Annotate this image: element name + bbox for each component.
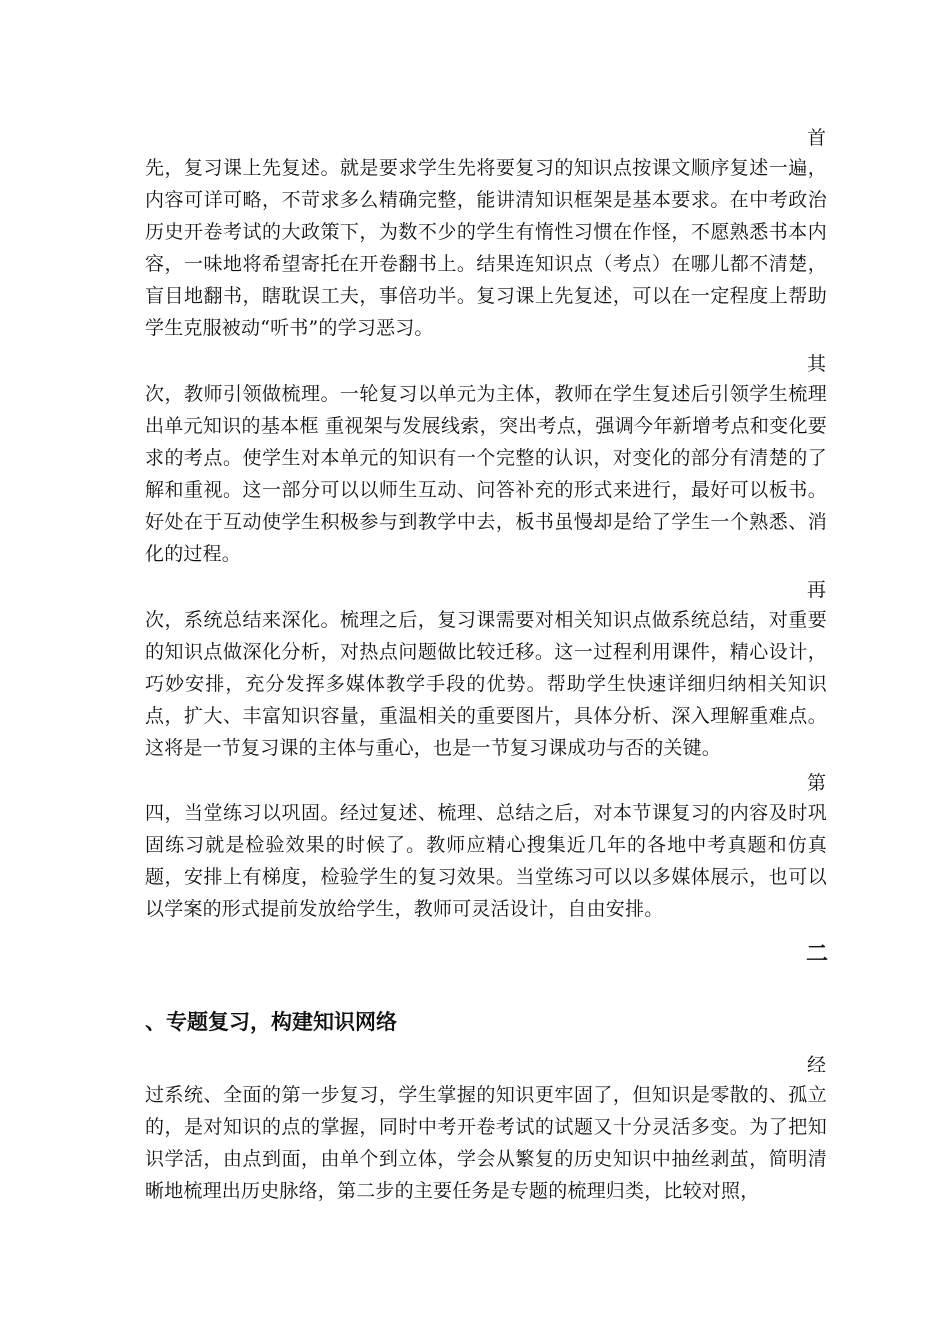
- paragraph-3-lead-char: 再: [806, 579, 826, 601]
- paragraph-1-text: 先，复习课上先复述。就是要求学生先将要复习的知识点按课文顺序复述一遍，内容可详可略，不苛求多么精确完整，能讲清知识框架是基本要求。在中考政治历史开卷考试的大政策下，为数不少的学生有惰性习惯在作怪，不愿熟悉书本内容，一味地将希望寄托在开卷翻书上。结果连知识点（考点）在哪儿都不清楚，盲目地翻书，瞎耽误工夫，事倍功半。复习课上先复述，可以在一定程度上帮助学生克服被动“听书”的学习恶习。: [145, 157, 827, 339]
- section-number: 二: [805, 942, 828, 967]
- paragraph-5-lead-char: 经: [806, 1054, 826, 1076]
- paragraph-3-text: 次，系统总结来深化。梳理之后，复习课需要对相关知识点做系统总结，对重要的知识点做深化分析，对热点问题做比较迁移。这一过程利用课件，精心设计，巧妙安排，充分发挥多媒体教学手段的优势。帮助学生快速详细归纳相关知识点，扩大、丰富知识容量，重温相关的重要图片，具体分析、深入理解重难点。这将是一节复习课的主体与重心，也是一节复习课成功与否的关键。: [145, 609, 827, 759]
- paragraph-2-text: 次，教师引领做梳理。一轮复习以单元为主体，教师在学生复述后引领学生梳理出单元知识的基本框 重视架与发展线索，突出考点，强调今年新增考点和变化要求的考点。使学生对本单元的知识有一个完整的认识，对变化的部分有清楚的了解和重视。这一部分可以以师生互动、问答补充的形式来进行，最好可以板书。好处在于互动使学生积极参与到教学中去，板书虽慢却是给了学生一个熟悉、消化的过程。: [145, 383, 827, 565]
- paragraph-1-lead-char: 首: [806, 127, 826, 149]
- paragraph-4-lead-char: 第: [806, 772, 826, 794]
- paragraph-4-text: 四，当堂练习以巩固。经过复述、梳理、总结之后，对本节课复习的内容及时巩固练习就是检验效果的时候了。教师应精心搜集近几年的各地中考真题和仿真题，安排上有梯度，检验学生的复习效果。当堂练习可以以多媒体展示，也可以以学案的形式提前发放给学生，教师可灵活设计，自由安排。: [145, 802, 827, 920]
- paragraph-2-lead-char: 其: [806, 353, 826, 375]
- section-heading: 、专题复习，构建知识网络: [145, 1010, 397, 1034]
- paragraph-5-text: 过系统、全面的第一步复习，学生掌握的知识更牢固了，但知识是零散的、孤立的，是对知识的点的掌握，同时中考开卷考试的试题又十分灵活多变。为了把知识学活，由点到面，由单个到立体，学会从繁复的历史知识中抽丝剥茧，简明清晰地梳理出历史脉络，第二步的主要任务是专题的梳理归类，比较对照，: [145, 1084, 827, 1202]
